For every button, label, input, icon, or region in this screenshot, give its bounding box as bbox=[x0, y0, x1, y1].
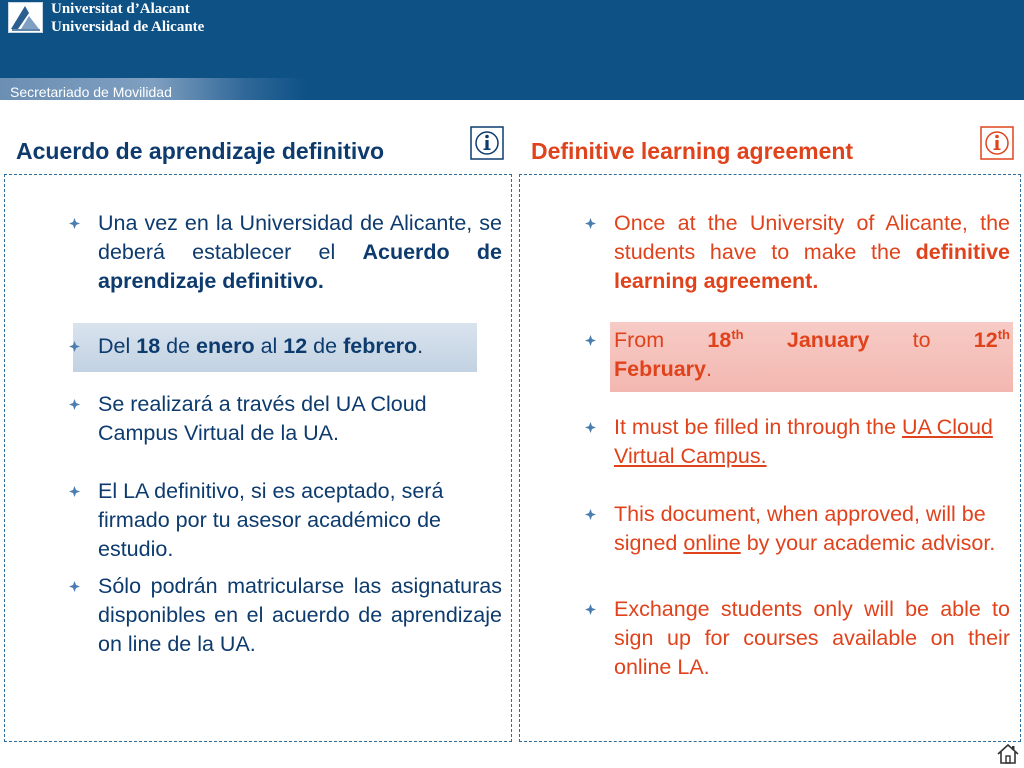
date-day: 12 bbox=[973, 328, 998, 352]
bullet-es-1-text: Una vez en la Universidad de Alicante, se deberá establecer el bbox=[98, 211, 502, 264]
online-link[interactable]: online bbox=[683, 531, 741, 555]
bullet-icon bbox=[69, 486, 80, 497]
date-text: . bbox=[417, 334, 424, 358]
bullet-icon bbox=[585, 604, 596, 615]
date-text: de bbox=[307, 334, 344, 358]
bullet-en-3-text: It must be filled in through the bbox=[614, 415, 903, 439]
date-day: 12 bbox=[283, 334, 308, 358]
bullet-icon bbox=[585, 335, 596, 346]
header-bar bbox=[0, 0, 1024, 100]
date-text: al bbox=[254, 334, 284, 358]
date-text: . bbox=[706, 357, 712, 381]
university-name-ca: Universitat d’Alacant bbox=[51, 1, 190, 17]
bullet-en-1-bold: definitive learning agreement. bbox=[614, 240, 1010, 293]
bullet-en-3 bbox=[614, 413, 1010, 471]
bullet-es-3-text: Se realizará a través del UA Cloud Campus Virtual de la UA. bbox=[98, 392, 427, 445]
date-month: January bbox=[786, 328, 870, 352]
bullet-icon bbox=[585, 509, 596, 520]
bullet-en-1 bbox=[614, 209, 1010, 296]
bullet-es-4 bbox=[98, 477, 502, 564]
date-text: Del bbox=[98, 334, 137, 358]
bullet-en-1-text: Once at the University of Alicante, the students have to make the bbox=[614, 211, 1010, 264]
date-text: From bbox=[614, 328, 665, 352]
ua-cloud-link[interactable]: UA Cloud Virtual Campus. bbox=[614, 415, 993, 468]
bullet-en-5 bbox=[614, 595, 1010, 682]
bullet-es-1-bold: Acuerdo de aprendizaje definitivo. bbox=[98, 240, 502, 293]
date-text: de bbox=[160, 334, 197, 358]
university-name-es: Universidad de Alicante bbox=[51, 19, 205, 35]
bullet-en-2 bbox=[614, 326, 1010, 384]
date-month: February bbox=[614, 357, 707, 381]
bullet-icon bbox=[69, 399, 80, 410]
bullet-icon bbox=[69, 581, 80, 592]
bullet-es-2 bbox=[98, 332, 478, 361]
bullet-en-5-text: Exchange students only will be able to sign up for courses available on their online LA. bbox=[614, 597, 1010, 679]
bullet-es-5 bbox=[98, 572, 502, 659]
date-ordinal: th bbox=[731, 327, 744, 342]
home-icon[interactable] bbox=[996, 742, 1020, 766]
date-month: enero bbox=[196, 334, 255, 358]
title-spanish: Acuerdo de aprendizaje definitivo bbox=[16, 138, 385, 164]
date-ordinal: th bbox=[997, 327, 1010, 342]
department-name: Secretariado de Movilidad bbox=[10, 84, 172, 100]
bullet-en-4 bbox=[614, 500, 1010, 558]
bullet-es-5-text: Sólo podrán matricularse las asignaturas disponibles en el acuerdo de aprendizaje on line de la UA. bbox=[98, 574, 502, 656]
bullet-en-4-text-end: by your academic advisor. bbox=[740, 531, 996, 555]
info-icon[interactable] bbox=[980, 126, 1014, 160]
bullet-icon bbox=[69, 341, 80, 352]
date-day: 18 bbox=[707, 328, 732, 352]
bullet-icon bbox=[585, 422, 596, 433]
bullet-icon bbox=[585, 218, 596, 229]
bullet-es-1 bbox=[98, 209, 502, 296]
date-text: to bbox=[912, 328, 931, 352]
university-name bbox=[51, 0, 204, 36]
bullet-es-3 bbox=[98, 390, 502, 448]
university-logo-icon bbox=[8, 2, 43, 33]
title-english: Definitive learning agreement bbox=[531, 138, 854, 164]
date-month: febrero bbox=[343, 334, 418, 358]
bullet-en-4-text: This document, when approved, will be signed bbox=[614, 502, 986, 555]
date-day: 18 bbox=[136, 334, 161, 358]
info-icon[interactable] bbox=[470, 126, 504, 160]
bullet-icon bbox=[69, 218, 80, 229]
bullet-es-4-text: El LA definitivo, si es aceptado, será firmado por tu asesor académico de estudio. bbox=[98, 479, 444, 561]
